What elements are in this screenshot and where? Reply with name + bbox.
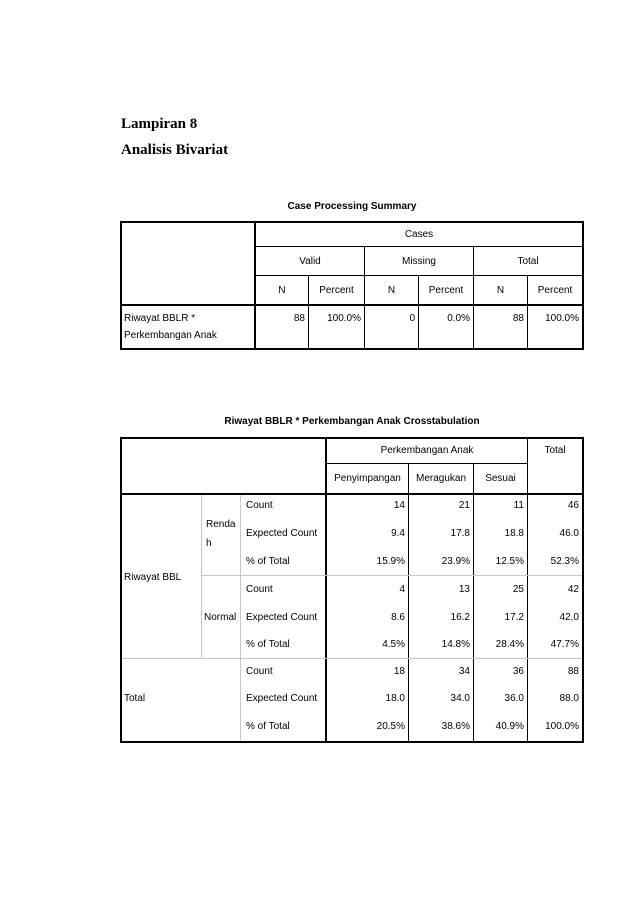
table-cell: 28.4% bbox=[495, 639, 524, 650]
table-cell: 100.0% bbox=[545, 313, 579, 324]
stat-label: Expected Count bbox=[246, 693, 318, 704]
document-heading: Lampiran 8 bbox=[121, 116, 198, 132]
table-cell: 46.0 bbox=[559, 528, 579, 539]
table-cell: 42 bbox=[567, 584, 579, 595]
col-header-n: N bbox=[496, 285, 505, 296]
table-cell: 36 bbox=[512, 666, 524, 677]
row-label: Perkembangan Anak bbox=[124, 330, 217, 341]
table-cell: 21 bbox=[458, 500, 470, 511]
stat-label: Expected Count bbox=[246, 612, 318, 623]
category-label-normal: Normal bbox=[204, 612, 237, 623]
stat-label: % of Total bbox=[246, 721, 290, 732]
table-cell: 42.0 bbox=[559, 612, 579, 623]
table-cell: 34 bbox=[458, 666, 470, 677]
table-cell: 38.6% bbox=[441, 721, 470, 732]
stat-label: Count bbox=[246, 500, 273, 511]
table-cell: 0 bbox=[409, 313, 415, 324]
col-header-n: N bbox=[278, 285, 286, 296]
table-cell: 46 bbox=[567, 500, 579, 511]
col-header-percent: Percent bbox=[319, 285, 354, 296]
valid-subgroup-header: Valid bbox=[299, 256, 321, 267]
total-row-label: Total bbox=[124, 693, 146, 704]
category-label-rendah: h bbox=[206, 538, 212, 549]
variable-label: Riwayat BBL bbox=[124, 572, 182, 583]
table-cell: 23.9% bbox=[441, 556, 470, 567]
table-cell: 14.8% bbox=[441, 639, 470, 650]
table-cell: 88 bbox=[512, 313, 524, 324]
table-cell: 18 bbox=[393, 666, 405, 677]
table-cell: 4 bbox=[399, 584, 405, 595]
table-cell: 40.9% bbox=[495, 721, 524, 732]
table-cell: 17.2 bbox=[504, 612, 524, 623]
table-cell: 25 bbox=[512, 584, 524, 595]
col-header-percent: Percent bbox=[428, 285, 464, 296]
table-cell: 18.8 bbox=[504, 528, 524, 539]
category-label-rendah: Renda bbox=[206, 519, 236, 530]
table-cell: 88 bbox=[567, 666, 579, 677]
table-cell: 100.0% bbox=[545, 721, 579, 732]
table-cell: 11 bbox=[513, 500, 524, 511]
total-header: Total bbox=[544, 445, 566, 456]
table-cell: 14 bbox=[393, 500, 405, 511]
table-cell: 15.9% bbox=[376, 556, 405, 567]
col-header-meragukan: Meragukan bbox=[415, 473, 467, 484]
table-cell: 0.0% bbox=[447, 313, 470, 324]
table-cell: 47.7% bbox=[550, 639, 579, 650]
crosstab-title: Riwayat BBLR * Perkembangan Anak Crosstabulation bbox=[224, 416, 480, 427]
cases-group-header: Cases bbox=[404, 229, 434, 240]
table-cell: 4.5% bbox=[382, 639, 405, 650]
table-cell: 88.0 bbox=[559, 693, 579, 704]
stat-label: Expected Count bbox=[246, 528, 318, 539]
stat-label: Count bbox=[246, 666, 273, 677]
table-cell: 17.8 bbox=[450, 528, 470, 539]
table-cell: 9.4 bbox=[391, 528, 405, 539]
table-cell: 100.0% bbox=[327, 313, 361, 324]
table-cell: 52.3% bbox=[550, 556, 579, 567]
col-header-sesuai: Sesuai bbox=[485, 473, 516, 484]
table-cell: 20.5% bbox=[376, 721, 405, 732]
table-cell: 88 bbox=[293, 313, 305, 324]
table-cell: 16.2 bbox=[450, 612, 470, 623]
case-summary-title: Case Processing Summary bbox=[287, 201, 417, 212]
stat-label: % of Total bbox=[246, 556, 290, 567]
table-cell: 18.0 bbox=[385, 693, 405, 704]
row-label: Riwayat BBLR * bbox=[124, 313, 196, 324]
total-subgroup-header: Total bbox=[517, 256, 539, 267]
table-cell: 36.0 bbox=[504, 693, 524, 704]
missing-subgroup-header: Missing bbox=[402, 256, 436, 267]
table-cell: 8.6 bbox=[391, 612, 405, 623]
stat-label: Count bbox=[246, 584, 273, 595]
table-cell: 34.0 bbox=[450, 693, 470, 704]
perkembangan-group-header: Perkembangan Anak bbox=[380, 445, 474, 456]
col-header-n: N bbox=[387, 285, 396, 296]
table-cell: 13 bbox=[458, 584, 470, 595]
col-header-percent: Percent bbox=[537, 285, 573, 296]
table-cell: 12.5% bbox=[495, 556, 524, 567]
document-subheading: Analisis Bivariat bbox=[121, 142, 229, 158]
col-header-penyimpangan: Penyimpangan bbox=[334, 473, 401, 484]
stat-label: % of Total bbox=[246, 639, 290, 650]
